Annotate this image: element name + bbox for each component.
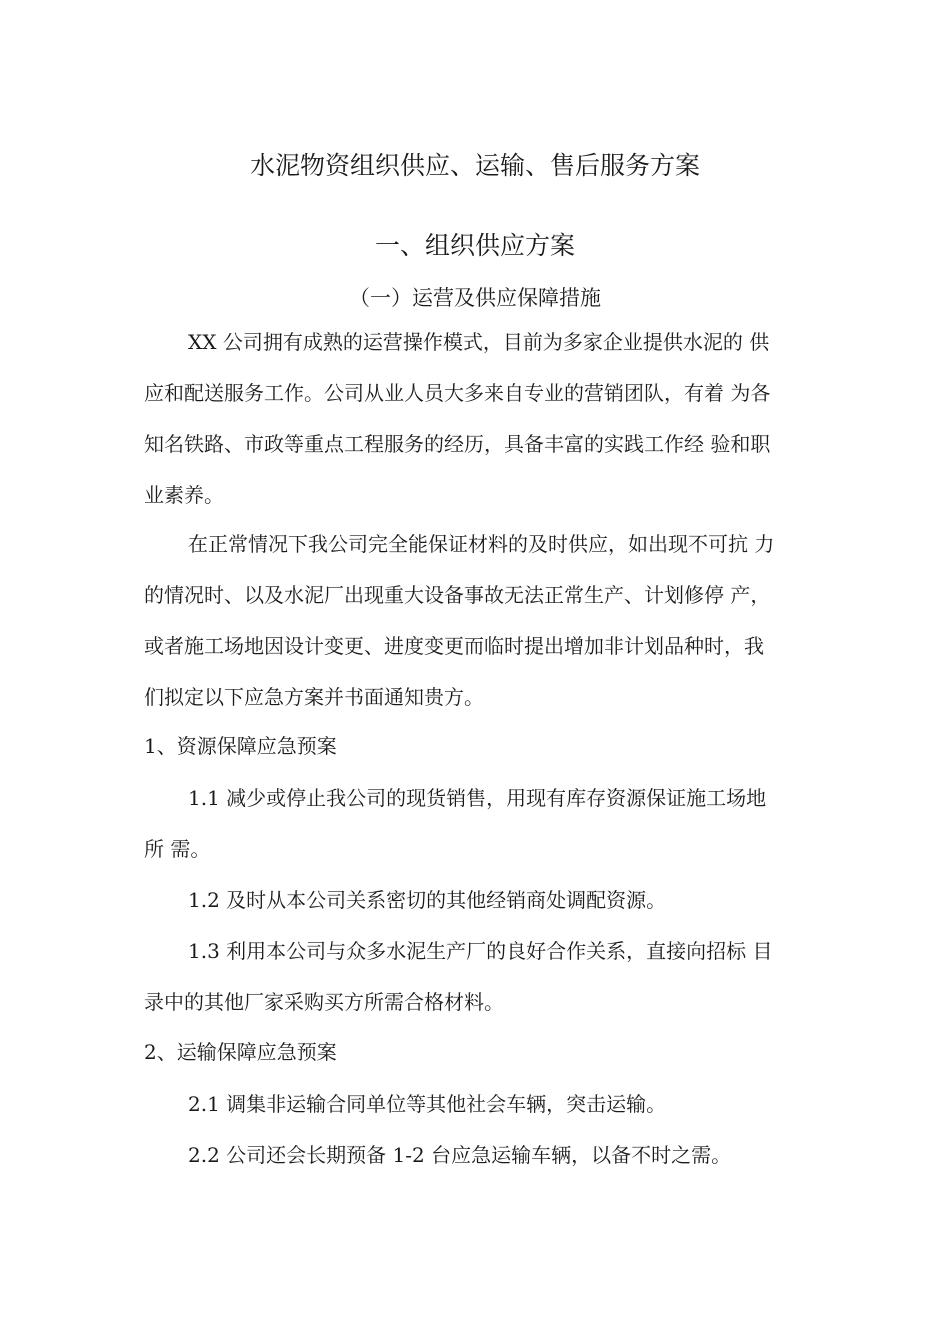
list-item-line: 所 需。 <box>144 837 211 861</box>
list-heading-resources <box>144 721 824 772</box>
list-item-line: 2.2 公司还会长期预备 1-2 台应急运输车辆，以备不时之需。 <box>188 1143 732 1167</box>
list-item-line: 2.1 调集非运输合同单位等其他社会车辆，突击运输。 <box>188 1092 667 1116</box>
list-item-2-2 <box>144 1130 824 1181</box>
list-item-1-1 <box>144 773 824 875</box>
list-item-2-1 <box>144 1079 824 1130</box>
list-item-1-3 <box>144 926 824 1028</box>
list-item-line: 1.2 及时从本公司关系密切的其他经销商处调配资源。 <box>188 888 667 912</box>
list-heading-transport <box>144 1027 824 1078</box>
paragraph-line: 们拟定以下应急方案并书面通知贵方。 <box>144 685 484 709</box>
subsection-heading: （一）运营及供应保障措施 <box>349 286 601 310</box>
paragraph-line: 或者施工场地因设计变更、进度变更而临时提出增加非计划品种时，我 <box>144 634 764 658</box>
paragraph-line: XX 公司拥有成熟的运营操作模式，目前为多家企业提供水泥的 供 <box>188 330 770 354</box>
document-title: 水泥物资组织供应、运输、售后服务方案 <box>249 151 700 180</box>
list-heading: 1、资源保障应急预案 <box>144 734 337 758</box>
list-item-1-2 <box>144 875 824 926</box>
paragraph-line: 知名铁路、市政等重点工程服务的经历，具备丰富的实践工作经 验和职 <box>144 432 771 456</box>
list-heading: 2、运输保障应急预案 <box>144 1040 337 1064</box>
list-item-line: 1.1 减少或停止我公司的现货销售，用现有库存资源保证施工场地 <box>188 786 767 810</box>
paragraph-emergency <box>144 519 824 723</box>
list-item-line: 1.3 利用本公司与众多水泥生产厂的良好合作关系，直接向招标 目 <box>188 939 773 963</box>
section-heading: 一、组织供应方案 <box>374 231 575 260</box>
paragraph-line: 应和配送服务工作。公司从业人员大多来自专业的营销团队，有着 为各 <box>144 381 771 405</box>
list-item-line: 录中的其他厂家采购买方所需合格材料。 <box>144 990 504 1014</box>
paragraph-line: 的情况时、以及水泥厂出现重大设备事故无法正常生产、计划修停 产， <box>144 583 771 607</box>
paragraph-line: 业素养。 <box>144 483 224 507</box>
paragraph-line: 在正常情况下我公司完全能保证材料的及时供应，如出现不可抗 力 <box>188 532 775 556</box>
paragraph-operations <box>144 317 824 521</box>
